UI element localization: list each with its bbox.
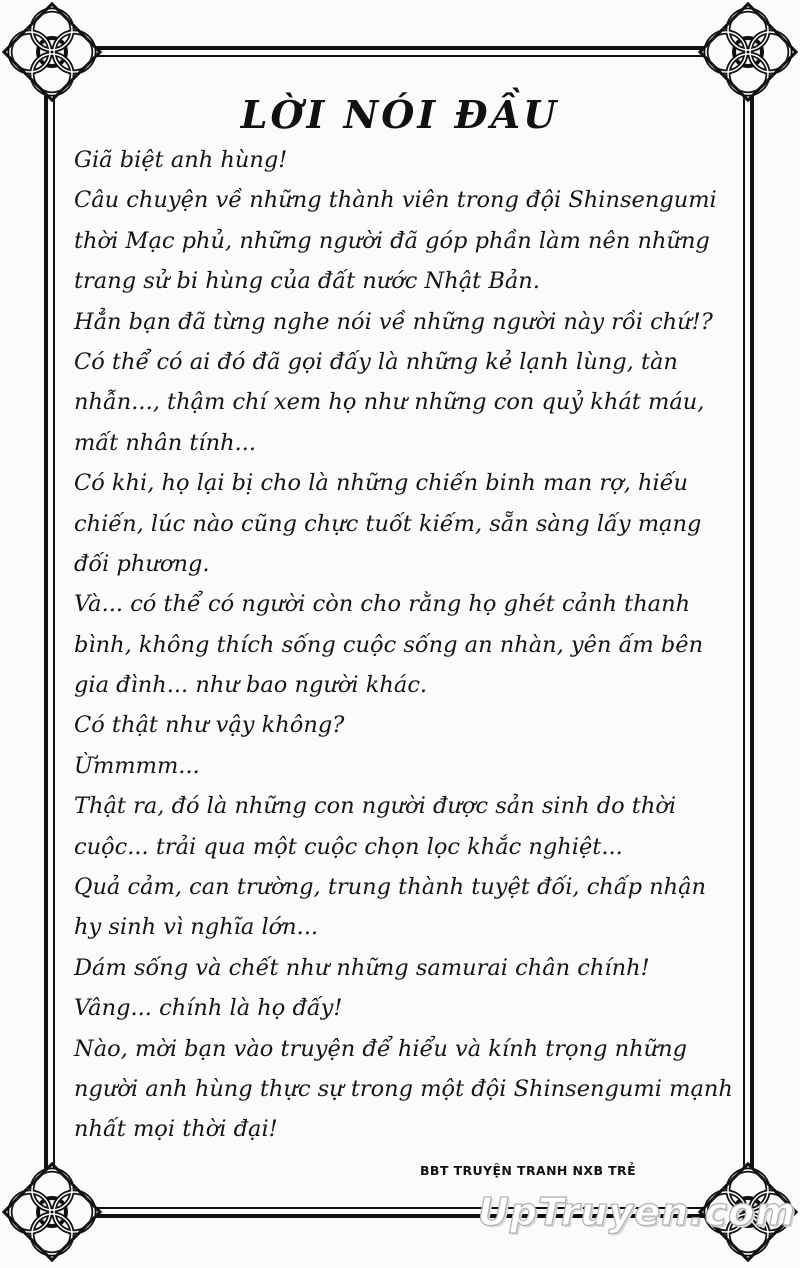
- text-line: Hẳn bạn đã từng nghe nói về những người này rồi chứ!?: [74, 308, 713, 335]
- text-line: Dám sống và chết như những samurai chân chính!: [74, 954, 650, 981]
- text-line: Giã biệt anh hùng!: [74, 147, 288, 173]
- text-line: mất nhân tính...: [74, 429, 257, 456]
- text-line: người anh hùng thực sự trong một đội Shinsengumi mạnh: [74, 1075, 733, 1102]
- text-line: bình, không thích sống cuộc sống an nhàn, yên ấm bên: [74, 631, 704, 658]
- text-line: Có thật như vậy không?: [74, 712, 345, 739]
- signature: BBT TRUYỆN TRANH NXB TRẺ: [420, 1163, 637, 1178]
- text-line: gia đình... như bao người khác.: [74, 672, 428, 699]
- page-title: LỜI NÓI ĐẦU: [240, 92, 560, 137]
- text-line: hy sinh vì nghĩa lớn...: [74, 914, 319, 941]
- text-line: Và... có thể có người còn cho rằng họ ghét cảnh thanh: [74, 591, 691, 618]
- text-line: trang sử bi hùng của đất nước Nhật Bản.: [74, 268, 540, 295]
- text-line: nhẫn..., thậm chí xem họ như những con quỷ khát máu,: [74, 389, 705, 416]
- celtic-knot-icon-bottom-left: [4, 1164, 100, 1260]
- celtic-knot-icon-top-right: [700, 4, 796, 100]
- celtic-knot-icon-top-left: [4, 4, 100, 100]
- text-line: Có thể có ai đó đã gọi đấy là những kẻ lạnh lùng, tàn: [74, 348, 678, 375]
- text-line: chiến, lúc nào cũng chực tuốt kiếm, sẵn sàng lấy mạng: [74, 510, 702, 537]
- text-line: thời Mạc phủ, những người đã góp phần làm nên những: [74, 227, 710, 254]
- text-line: nhất mọi thời đại!: [74, 1116, 278, 1143]
- text-line: Ừmmmm...: [74, 752, 200, 779]
- text-line: Có khi, họ lại bị cho là những chiến binh man rợ, hiếu: [74, 470, 689, 497]
- text-line: Câu chuyện về những thành viên trong đội Shinsengumi: [74, 187, 717, 214]
- text-line: Thật ra, đó là những con người được sản sinh do thời: [74, 793, 677, 820]
- text-line: Vâng... chính là họ đấy!: [74, 995, 343, 1022]
- text-line: đối phương.: [74, 550, 210, 577]
- text-line: Nào, mời bạn vào truyện để hiểu và kính trọng những: [74, 1035, 687, 1062]
- preface-text: [74, 140, 734, 1150]
- text-line: cuộc... trải qua một cuộc chọn lọc khắc nghiệt...: [74, 833, 623, 860]
- watermark: UpTruyen.com: [478, 1190, 796, 1234]
- text-line: Quả cảm, can trường, trung thành tuyệt đối, chấp nhận: [74, 874, 707, 901]
